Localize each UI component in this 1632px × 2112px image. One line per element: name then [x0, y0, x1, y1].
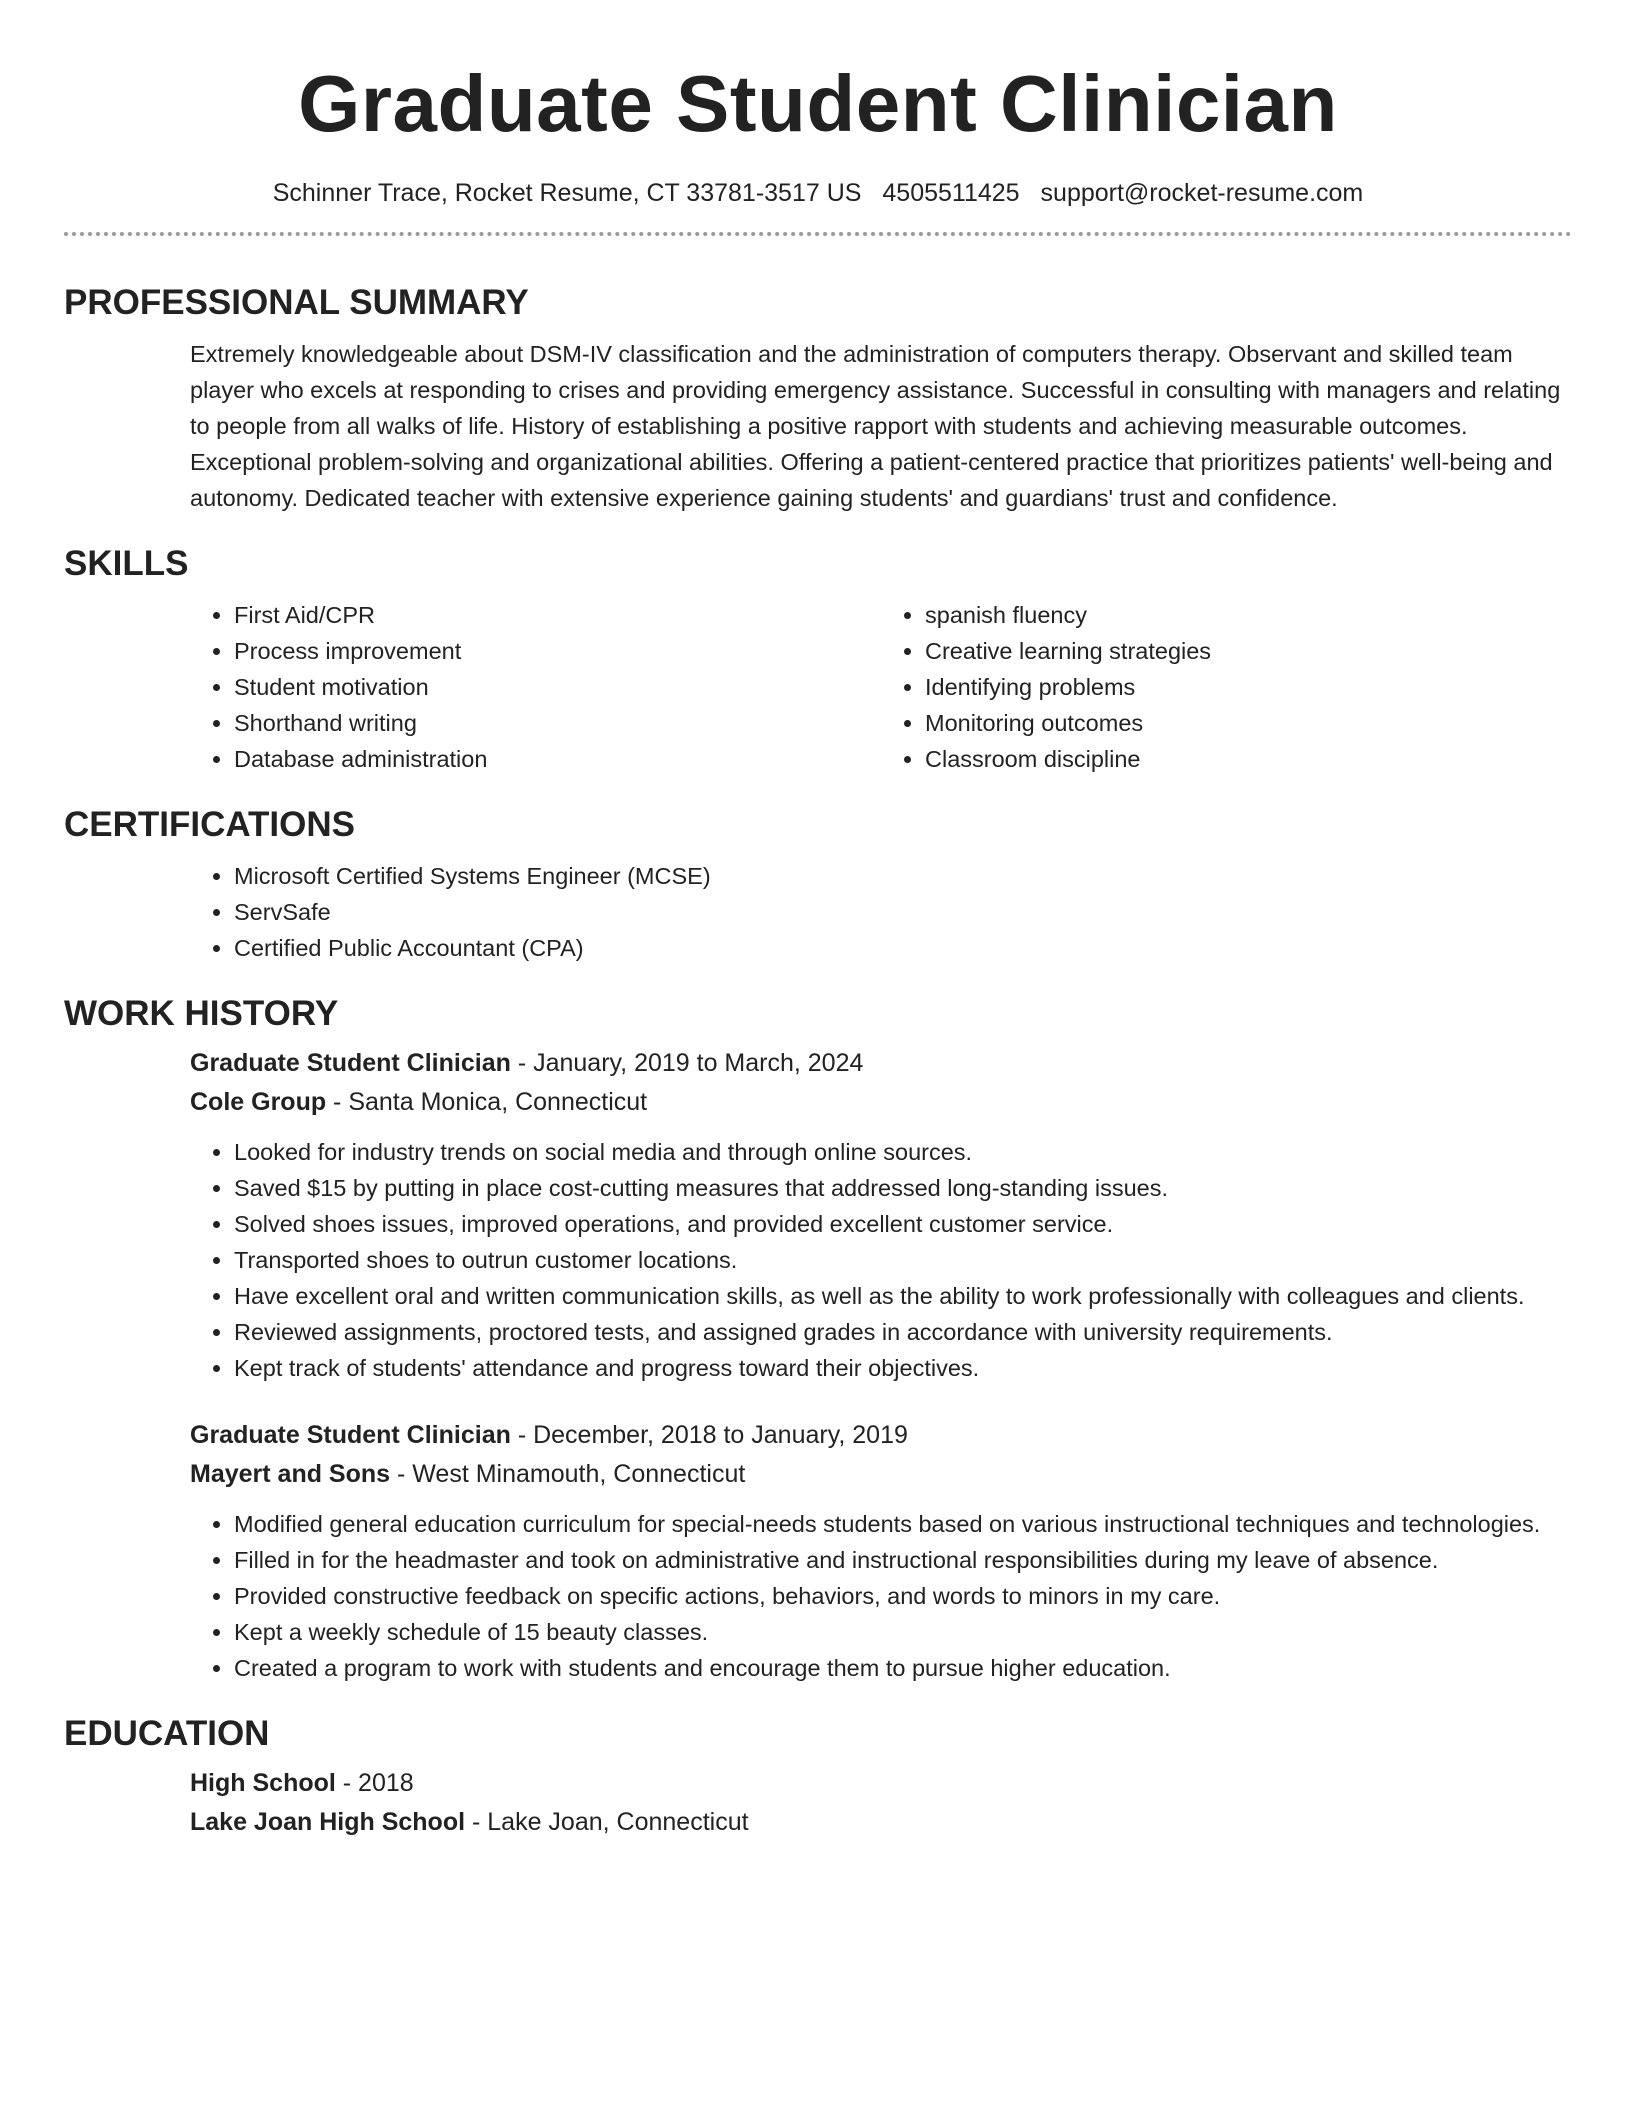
- job-bullet: • Provided constructive feedback on specific actions, behaviors, and words to minors in my care.: [234, 1578, 1572, 1614]
- skills-grid: [190, 597, 1572, 777]
- certifications-list: [190, 858, 1572, 966]
- skill-item: • Monitoring outcomes: [925, 705, 1572, 741]
- skill-item: • Classroom discipline: [925, 741, 1572, 777]
- job-bullet: • Created a program to work with students and encourage them to pursue higher education.: [234, 1650, 1572, 1686]
- education-school-line: [190, 1803, 1572, 1842]
- job-location: - West Minamouth, Connecticut: [390, 1460, 746, 1488]
- job-bullet: • Modified general education curriculum for special-needs students based on various instructional techniques and technologies.: [234, 1506, 1572, 1542]
- work-history-heading: WORK HISTORY: [64, 994, 339, 1033]
- job-bullet: • Reviewed assignments, proctored tests, and assigned grades in accordance with university requirements.: [234, 1314, 1572, 1350]
- education-school: Lake Joan High School: [190, 1808, 466, 1836]
- job-company-line: [190, 1083, 1572, 1122]
- certification-item: • ServSafe: [234, 894, 1572, 930]
- contact-email[interactable]: support@rocket-resume.com: [1040, 179, 1364, 207]
- education-heading: EDUCATION: [64, 1714, 270, 1753]
- education-location: - Lake Joan, Connecticut: [465, 1808, 749, 1836]
- job-location: - Santa Monica, Connecticut: [326, 1088, 648, 1116]
- skills-list-right: [881, 597, 1572, 777]
- skills-list-left: [190, 597, 881, 777]
- job-bullets: [190, 1134, 1572, 1386]
- job-company: Mayert and Sons: [190, 1460, 391, 1488]
- job-bullet: • Transported shoes to outrun customer locations.: [234, 1242, 1572, 1278]
- job-bullet: • Kept a weekly schedule of 15 beauty classes.: [234, 1614, 1572, 1650]
- summary-section: [64, 281, 1572, 516]
- skill-item: • Identifying problems: [925, 669, 1572, 705]
- education-section: [64, 1712, 1572, 1842]
- summary-body: [190, 336, 1572, 516]
- certification-item: • Certified Public Accountant (CPA): [234, 930, 1572, 966]
- job-company-line: [190, 1455, 1572, 1494]
- contact-address: Schinner Trace, Rocket Resume, CT 33781-3517 US: [272, 179, 862, 207]
- job-bullet: • Saved $15 by putting in place cost-cutting measures that addressed long-standing issues.: [234, 1170, 1572, 1206]
- skill-item: • Shorthand writing: [234, 705, 881, 741]
- skill-item: • Student motivation: [234, 669, 881, 705]
- job-title-line: [190, 1416, 1572, 1455]
- education-entry: [190, 1764, 1572, 1842]
- header-divider: [64, 232, 1572, 236]
- job-entry: [190, 1044, 1572, 1386]
- job-entry: [190, 1416, 1572, 1686]
- skills-section: [64, 542, 1572, 777]
- job-title-line: [190, 1044, 1572, 1083]
- education-year: - 2018: [335, 1769, 414, 1797]
- skill-item: • Database administration: [234, 741, 881, 777]
- skill-item: • Creative learning strategies: [925, 633, 1572, 669]
- job-role: Graduate Student Clinician: [190, 1049, 511, 1077]
- job-dates: - January, 2019 to March, 2024: [510, 1049, 864, 1077]
- work-history-section: [64, 992, 1572, 1686]
- skill-item: • spanish fluency: [925, 597, 1572, 633]
- education-degree: High School: [190, 1769, 336, 1797]
- candidate-name: Graduate Student Clinician: [298, 59, 1338, 148]
- certifications-heading: CERTIFICATIONS: [64, 805, 356, 844]
- skill-item: • Process improvement: [234, 633, 881, 669]
- contact-phone: 4505511425: [882, 179, 1020, 207]
- job-company: Cole Group: [190, 1088, 327, 1116]
- job-bullet: • Solved shoes issues, improved operations, and provided excellent customer service.: [234, 1206, 1572, 1242]
- certifications-body: [190, 858, 1572, 966]
- contact-line: [64, 176, 1572, 210]
- resume-page: [64, 0, 1572, 1842]
- certifications-section: [64, 803, 1572, 966]
- skills-heading: SKILLS: [64, 544, 189, 583]
- job-bullet: • Filled in for the headmaster and took on administrative and instructional responsibilities during my leave of absence.: [234, 1542, 1572, 1578]
- summary-heading: PROFESSIONAL SUMMARY: [64, 283, 529, 322]
- job-bullets: [190, 1506, 1572, 1686]
- certification-item: • Microsoft Certified Systems Engineer (MCSE): [234, 858, 1572, 894]
- job-bullet: • Kept track of students' attendance and progress toward their objectives.: [234, 1350, 1572, 1386]
- job-dates: - December, 2018 to January, 2019: [510, 1421, 908, 1449]
- job-bullet: • Looked for industry trends on social media and through online sources.: [234, 1134, 1572, 1170]
- summary-text: Extremely knowledgeable about DSM-IV classification and the administration of computers therapy. Observant and skilled team player who excels at responding to crises and providing emergency assistance. Successful in consulting with managers and relating to people from all walks of life. History of establishing a positive rapport with students and achieving measurable outcomes. Exceptional problem-solving and organizational abilities. Offering a patient-centered practice that prioritizes patients' well-being and autonomy. Dedicated teacher with extensive experience gaining students' and guardians' trust and confidence.: [190, 341, 1561, 511]
- job-bullet: • Have excellent oral and written communication skills, as well as the ability to work professionally with colleagues and clients.: [234, 1278, 1572, 1314]
- skill-item: • First Aid/CPR: [234, 597, 881, 633]
- job-role: Graduate Student Clinician: [190, 1421, 511, 1449]
- education-degree-line: [190, 1764, 1572, 1803]
